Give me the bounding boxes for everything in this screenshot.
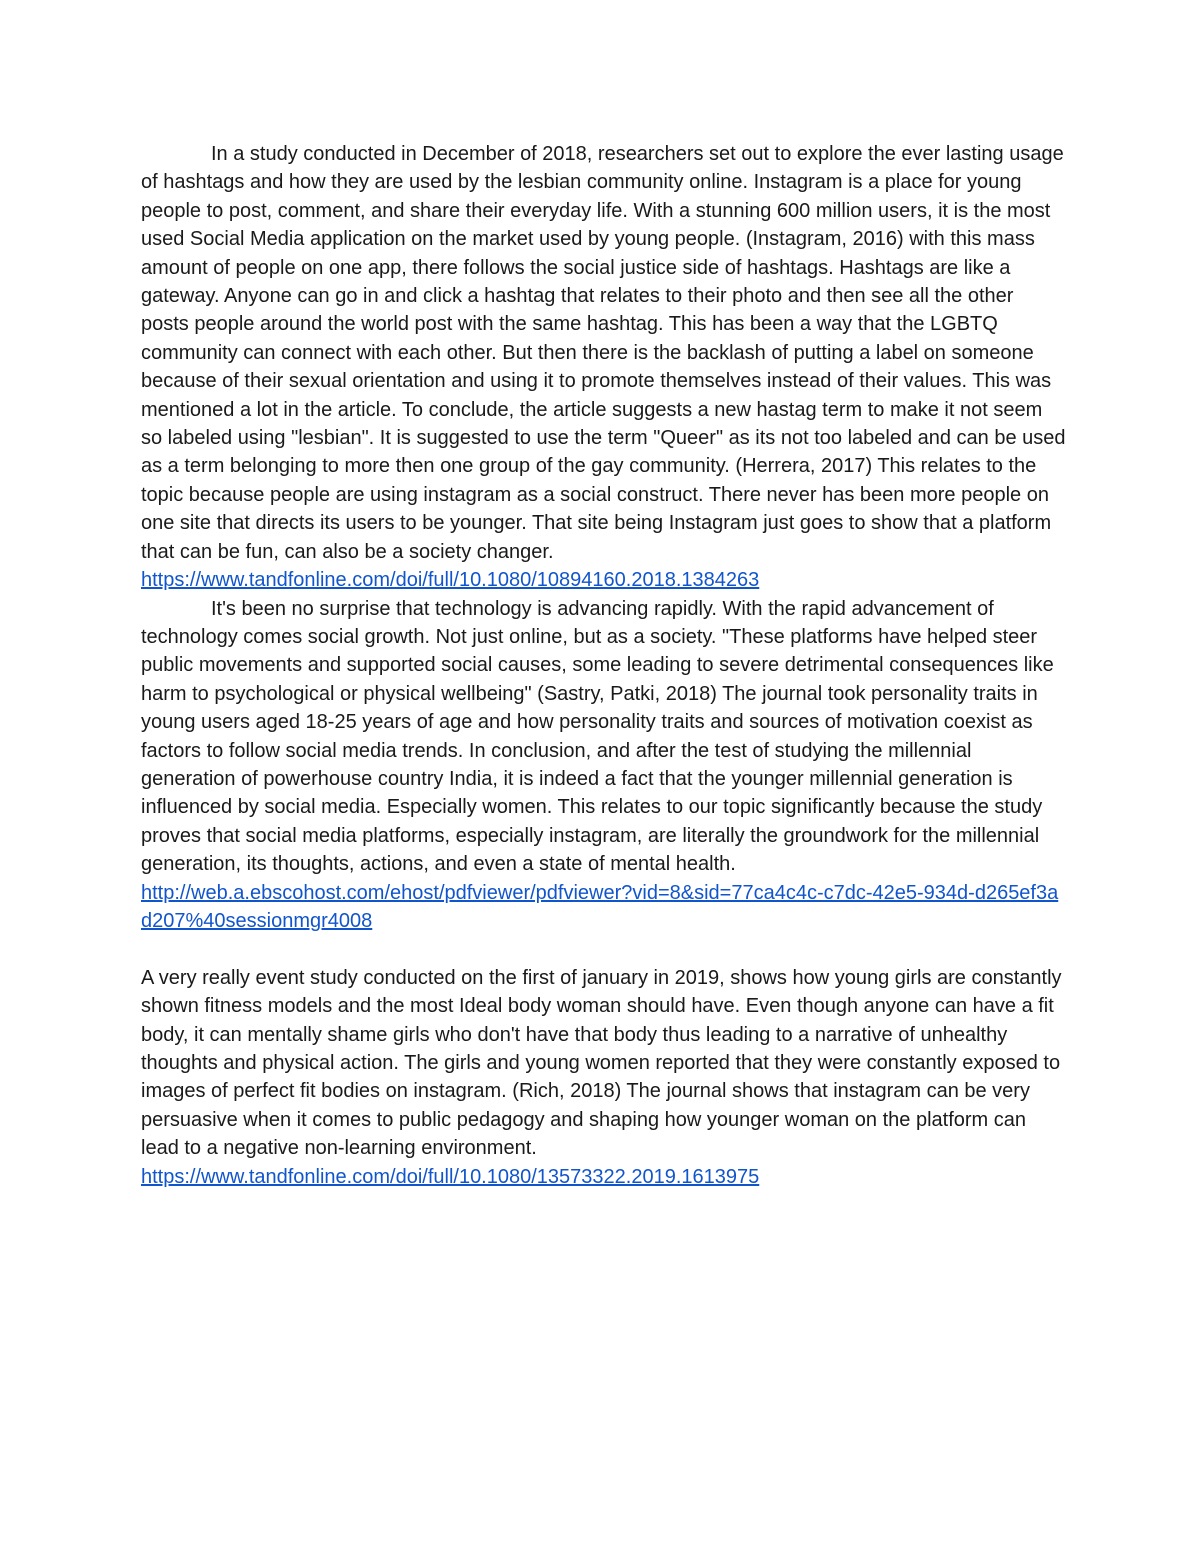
reference-link-3[interactable]: https://www.tandfonline.com/doi/full/10.1080/13573322.2019.1613975 xyxy=(141,1165,760,1188)
reference-link-2[interactable]: http://web.a.ebscohost.com/ehost/pdfviewer/pdfviewer?vid=8&sid=77ca4c4c-c7dc-42e5-934d-d265ef3ad207%40sessionmgr4008 xyxy=(141,881,1059,932)
paragraph-technology-study: It's been no surprise that technology is advancing rapidly. With the rapid advancement of technology comes social growth. Not just online, but as a society. "These platforms have helped steer public movements and supported social causes, some leading to severe detrimental consequences like harm to psychological or physical wellbeing" (Sastry, Patki, 2018) The journal took personality traits in young users aged 18-25 years of age and how personality traits and sources of motivation coexist as factors to follow social media trends. In conclusion, and after the test of studying the millennial generation of powerhouse country India, it is indeed a fact that the younger millennial generation is influenced by social media. Especially women. This relates to our topic significantly because the study proves that social media platforms, especially instagram, are literally the groundwork for the millennial generation, its thoughts, actions, and even a state of mental health. xyxy=(141,597,1054,876)
paragraph-fitness-study: A very really event study conducted on the first of january in 2019, shows how young girls are constantly shown fitness models and the most Ideal body woman should have. Even though anyone can have a fit body, it can mentally shame girls who don't have that body thus leading to a narrative of unhealthy thoughts and physical action. The girls and young women reported that they were constantly exposed to images of perfect fit bodies on instagram. (Rich, 2018) The journal shows that instagram can be very persuasive when it comes to public pedagogy and shaping how younger woman on the platform can lead to a negative non-learning environment. xyxy=(141,966,1062,1160)
reference-link-1[interactable]: https://www.tandfonline.com/doi/full/10.1080/10894160.2018.1384263 xyxy=(141,569,760,592)
paragraph-spacer xyxy=(141,935,1066,963)
document-page xyxy=(141,140,1066,1191)
paragraph-hashtags-study: In a study conducted in December of 2018, researchers set out to explore the ever lasting usage of hashtags and how they are used by the lesbian community online. Instagram is a place for young people to post, comment, and share their everyday life. With a stunning 600 million users, it is the most used Social Media application on the market used by young people. (Instagram, 2016) with this mass amount of people on one app, there follows the social justice side of hashtags. Hashtags are like a gateway. Anyone can go in and click a hashtag that relates to their photo and then see all the other posts people around the world post with the same hashtag. This has been a way that the LGBTQ community can connect with each other. But then there is the backlash of putting a label on someone because of their sexual orientation and using it to promote themselves instead of their values. This was mentioned a lot in the article. To conclude, the article suggests a new hastag term to make it not seem so labeled using "lesbian". It is suggested to use the term "Queer" as its not too labeled and can be used as a term belonging to more then one group of the gay community. (Herrera, 2017) This relates to the topic because people are using instagram as a social construct. There never has been more people on one site that directs its users to be younger. That site being Instagram just goes to show that a platform that can be fun, can also be a society changer. xyxy=(141,143,1066,563)
